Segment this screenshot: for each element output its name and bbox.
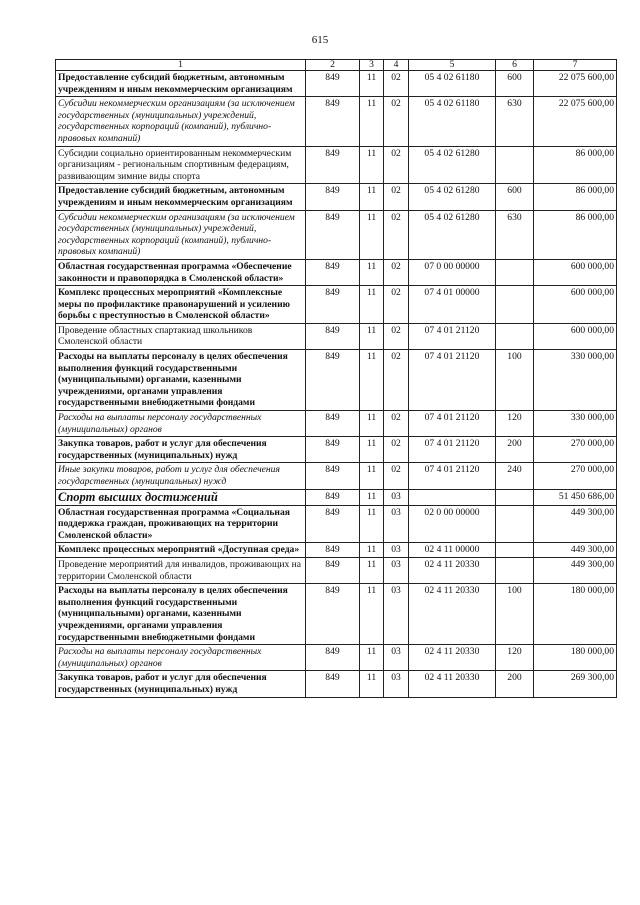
amount-cell: 600 000,00 bbox=[534, 323, 617, 349]
admin-code-cell: 849 bbox=[306, 584, 360, 645]
admin-code-cell: 849 bbox=[306, 259, 360, 285]
amount-cell: 600 000,00 bbox=[534, 286, 617, 324]
target-article-cell: 05 4 02 61180 bbox=[409, 97, 496, 146]
section-code-cell: 11 bbox=[360, 584, 384, 645]
target-article-cell: 05 4 02 61180 bbox=[409, 71, 496, 97]
subsection-code-cell: 02 bbox=[384, 350, 409, 411]
row-name-cell: Расходы на выплаты персоналу государственных (муниципальных) органов bbox=[56, 411, 306, 437]
table-row bbox=[56, 184, 617, 210]
expense-type-cell bbox=[496, 286, 534, 324]
section-code-cell: 11 bbox=[360, 463, 384, 489]
expense-type-cell: 630 bbox=[496, 97, 534, 146]
admin-code-cell: 849 bbox=[306, 97, 360, 146]
subsection-code-cell: 02 bbox=[384, 259, 409, 285]
section-code-cell: 11 bbox=[360, 543, 384, 558]
amount-cell: 449 300,00 bbox=[534, 557, 617, 583]
amount-cell: 86 000,00 bbox=[534, 184, 617, 210]
row-name-cell: Предоставление субсидий бюджетным, автономным учреждениям и иным некоммерческим организациям bbox=[56, 71, 306, 97]
subsection-code-cell: 02 bbox=[384, 411, 409, 437]
table-row bbox=[56, 557, 617, 583]
row-name-cell: Комплекс процессных мероприятий «Доступная среда» bbox=[56, 543, 306, 558]
row-name-cell: Проведение областных спартакиад школьников Смоленской области bbox=[56, 323, 306, 349]
subsection-code-cell: 03 bbox=[384, 505, 409, 543]
row-name-cell: Комплекс процессных мероприятий «Комплексные меры по профилактике правонарушений и усилению борьбы с преступностью в Смоленской области» bbox=[56, 286, 306, 324]
row-name-cell: Областная государственная программа «Социальная поддержка граждан, проживающих на территории Смоленской области» bbox=[56, 505, 306, 543]
admin-code-cell: 849 bbox=[306, 645, 360, 671]
target-article-cell: 07 0 00 00000 bbox=[409, 259, 496, 285]
section-code-cell: 11 bbox=[360, 259, 384, 285]
section-code-cell: 11 bbox=[360, 210, 384, 259]
admin-code-cell: 849 bbox=[306, 71, 360, 97]
row-name-cell: Областная государственная программа «Обеспечение законности и правопорядка в Смоленской области» bbox=[56, 259, 306, 285]
target-article-cell bbox=[409, 489, 496, 505]
amount-cell: 449 300,00 bbox=[534, 505, 617, 543]
subsection-code-cell: 02 bbox=[384, 97, 409, 146]
page-number: 615 bbox=[311, 34, 329, 46]
section-code-cell: 11 bbox=[360, 71, 384, 97]
target-article-cell: 05 4 02 61280 bbox=[409, 146, 496, 184]
table-row bbox=[56, 146, 617, 184]
expense-type-cell bbox=[496, 323, 534, 349]
admin-code-cell: 849 bbox=[306, 505, 360, 543]
section-code-cell: 11 bbox=[360, 489, 384, 505]
amount-cell: 269 300,00 bbox=[534, 671, 617, 697]
target-article-cell: 07 4 01 21120 bbox=[409, 411, 496, 437]
table-row bbox=[56, 645, 617, 671]
row-name-cell: Закупка товаров, работ и услуг для обеспечения государственных (муниципальных) нужд bbox=[56, 437, 306, 463]
table-row bbox=[56, 543, 617, 558]
expense-type-cell: 200 bbox=[496, 437, 534, 463]
admin-code-cell: 849 bbox=[306, 543, 360, 558]
amount-cell: 22 075 600,00 bbox=[534, 97, 617, 146]
amount-cell: 600 000,00 bbox=[534, 259, 617, 285]
amount-cell: 180 000,00 bbox=[534, 584, 617, 645]
target-article-cell: 02 4 11 00000 bbox=[409, 543, 496, 558]
subsection-code-cell: 03 bbox=[384, 671, 409, 697]
expense-type-cell: 630 bbox=[496, 210, 534, 259]
target-article-cell: 05 4 02 61280 bbox=[409, 210, 496, 259]
subsection-code-cell: 02 bbox=[384, 323, 409, 349]
expense-type-cell bbox=[496, 557, 534, 583]
admin-code-cell: 849 bbox=[306, 671, 360, 697]
admin-code-cell: 849 bbox=[306, 557, 360, 583]
amount-cell: 22 075 600,00 bbox=[534, 71, 617, 97]
table-row bbox=[56, 505, 617, 543]
section-code-cell: 11 bbox=[360, 671, 384, 697]
row-name-cell: Субсидии некоммерческим организациям (за исключением государственных (муниципальных) учреждений, государственных корпораций (компаний), публично-правовых компаний) bbox=[56, 210, 306, 259]
row-name-cell: Закупка товаров, работ и услуг для обеспечения государственных (муниципальных) нужд bbox=[56, 671, 306, 697]
row-name-cell: Расходы на выплаты персоналу в целях обеспечения выполнения функций государственными (муниципальными) органами, казенными учреждениями, органами управления государственными внебюджетными фондами bbox=[56, 584, 306, 645]
section-code-cell: 11 bbox=[360, 437, 384, 463]
subsection-code-cell: 02 bbox=[384, 286, 409, 324]
amount-cell: 449 300,00 bbox=[534, 543, 617, 558]
column-header: 7 bbox=[534, 60, 617, 71]
target-article-cell: 02 0 00 00000 bbox=[409, 505, 496, 543]
table-row bbox=[56, 437, 617, 463]
admin-code-cell: 849 bbox=[306, 323, 360, 349]
section-code-cell: 11 bbox=[360, 323, 384, 349]
admin-code-cell: 849 bbox=[306, 350, 360, 411]
column-header: 1 bbox=[56, 60, 306, 71]
row-name-cell: Иные закупки товаров, работ и услуг для обеспечения государственных (муниципальных) нужд bbox=[56, 463, 306, 489]
amount-cell: 330 000,00 bbox=[534, 411, 617, 437]
target-article-cell: 02 4 11 20330 bbox=[409, 557, 496, 583]
subsection-code-cell: 03 bbox=[384, 557, 409, 583]
column-header: 5 bbox=[409, 60, 496, 71]
subsection-code-cell: 02 bbox=[384, 210, 409, 259]
subsection-code-cell: 02 bbox=[384, 437, 409, 463]
expense-type-cell: 600 bbox=[496, 71, 534, 97]
amount-cell: 270 000,00 bbox=[534, 437, 617, 463]
table-row bbox=[56, 97, 617, 146]
target-article-cell: 07 4 01 00000 bbox=[409, 286, 496, 324]
expense-type-cell: 120 bbox=[496, 411, 534, 437]
column-header: 4 bbox=[384, 60, 409, 71]
target-article-cell: 07 4 01 21120 bbox=[409, 437, 496, 463]
target-article-cell: 02 4 11 20330 bbox=[409, 671, 496, 697]
row-name-cell: Расходы на выплаты персоналу государственных (муниципальных) органов bbox=[56, 645, 306, 671]
table-row bbox=[56, 463, 617, 489]
subsection-code-cell: 02 bbox=[384, 146, 409, 184]
table-row bbox=[56, 323, 617, 349]
table-row bbox=[56, 584, 617, 645]
expense-type-cell: 200 bbox=[496, 671, 534, 697]
amount-cell: 86 000,00 bbox=[534, 146, 617, 184]
subsection-code-cell: 03 bbox=[384, 489, 409, 505]
expense-type-cell bbox=[496, 489, 534, 505]
admin-code-cell: 849 bbox=[306, 286, 360, 324]
section-code-cell: 11 bbox=[360, 350, 384, 411]
expense-type-cell: 120 bbox=[496, 645, 534, 671]
section-code-cell: 11 bbox=[360, 411, 384, 437]
table-row bbox=[56, 259, 617, 285]
subsection-code-cell: 03 bbox=[384, 645, 409, 671]
amount-cell: 86 000,00 bbox=[534, 210, 617, 259]
table-row bbox=[56, 350, 617, 411]
column-header: 6 bbox=[496, 60, 534, 71]
section-code-cell: 11 bbox=[360, 146, 384, 184]
expense-type-cell bbox=[496, 259, 534, 285]
expense-type-cell: 600 bbox=[496, 184, 534, 210]
amount-cell: 270 000,00 bbox=[534, 463, 617, 489]
expense-type-cell bbox=[496, 505, 534, 543]
subsection-code-cell: 02 bbox=[384, 463, 409, 489]
section-code-cell: 11 bbox=[360, 645, 384, 671]
column-header: 2 bbox=[306, 60, 360, 71]
target-article-cell: 07 4 01 21120 bbox=[409, 323, 496, 349]
target-article-cell: 05 4 02 61280 bbox=[409, 184, 496, 210]
row-name-cell: Предоставление субсидий бюджетным, автономным учреждениям и иным некоммерческим организациям bbox=[56, 184, 306, 210]
table-row bbox=[56, 411, 617, 437]
table-row bbox=[56, 671, 617, 697]
section-code-cell: 11 bbox=[360, 97, 384, 146]
subsection-code-cell: 03 bbox=[384, 584, 409, 645]
budget-table bbox=[55, 59, 617, 698]
admin-code-cell: 849 bbox=[306, 437, 360, 463]
expense-type-cell bbox=[496, 543, 534, 558]
row-name-cell: Субсидии некоммерческим организациям (за исключением государственных (муниципальных) учреждений, государственных корпораций (компаний), публично-правовых компаний) bbox=[56, 97, 306, 146]
row-name-cell: Субсидии социально ориентированным некоммерческим организациям - региональным спортивным федерациям, развивающим зимние виды спорта bbox=[56, 146, 306, 184]
target-article-cell: 07 4 01 21120 bbox=[409, 350, 496, 411]
table-row bbox=[56, 71, 617, 97]
table-header-row bbox=[56, 60, 617, 71]
admin-code-cell: 849 bbox=[306, 489, 360, 505]
subsection-code-cell: 03 bbox=[384, 543, 409, 558]
target-article-cell: 02 4 11 20330 bbox=[409, 584, 496, 645]
column-header: 3 bbox=[360, 60, 384, 71]
target-article-cell: 07 4 01 21120 bbox=[409, 463, 496, 489]
admin-code-cell: 849 bbox=[306, 146, 360, 184]
target-article-cell: 02 4 11 20330 bbox=[409, 645, 496, 671]
amount-cell: 180 000,00 bbox=[534, 645, 617, 671]
table-row bbox=[56, 286, 617, 324]
section-code-cell: 11 bbox=[360, 557, 384, 583]
admin-code-cell: 849 bbox=[306, 184, 360, 210]
amount-cell: 330 000,00 bbox=[534, 350, 617, 411]
expense-type-cell: 240 bbox=[496, 463, 534, 489]
expense-type-cell: 100 bbox=[496, 584, 534, 645]
row-name-cell: Расходы на выплаты персоналу в целях обеспечения выполнения функций государственными (муниципальными) органами, казенными учреждениями, органами управления государственными внебюджетными фондами bbox=[56, 350, 306, 411]
section-code-cell: 11 bbox=[360, 505, 384, 543]
row-name-cell: Проведение мероприятий для инвалидов, проживающих на территории Смоленской области bbox=[56, 557, 306, 583]
expense-type-cell: 100 bbox=[496, 350, 534, 411]
amount-cell: 51 450 686,00 bbox=[534, 489, 617, 505]
subsection-code-cell: 02 bbox=[384, 71, 409, 97]
section-code-cell: 11 bbox=[360, 286, 384, 324]
section-code-cell: 11 bbox=[360, 184, 384, 210]
subsection-code-cell: 02 bbox=[384, 184, 409, 210]
admin-code-cell: 849 bbox=[306, 210, 360, 259]
admin-code-cell: 849 bbox=[306, 411, 360, 437]
expense-type-cell bbox=[496, 146, 534, 184]
admin-code-cell: 849 bbox=[306, 463, 360, 489]
table-row bbox=[56, 489, 617, 505]
row-name-cell: Спорт высших достижений bbox=[56, 489, 306, 505]
table-row bbox=[56, 210, 617, 259]
